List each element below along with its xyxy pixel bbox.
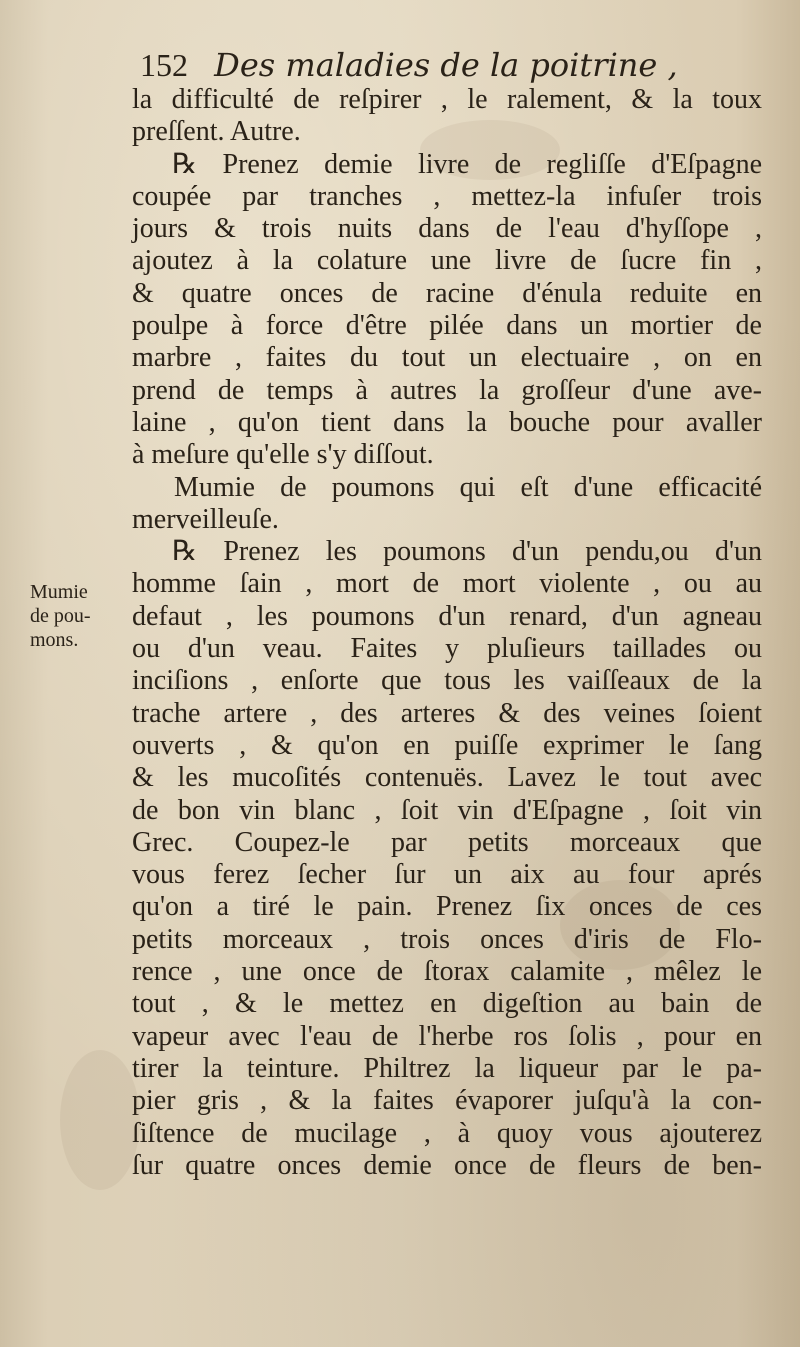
- running-title: Des maladies de la poitrine ,: [214, 46, 678, 84]
- text-line: ou d'un veau. Faites y pluſieurs taillades ou: [132, 633, 762, 665]
- page-number: 152: [140, 47, 188, 83]
- body-text: [132, 84, 762, 1182]
- text-line: homme ſain , mort de mort violente , ou au: [132, 568, 762, 600]
- text-line: Grec. Coupez-le par petits morceaux que: [132, 826, 762, 858]
- text-line: vapeur avec l'eau de l'herbe ros ſolis , pour en: [132, 1020, 762, 1052]
- recipe-line: ℞ Prenez demie livre de regliſſe d'Eſpagne: [172, 148, 762, 180]
- text-line: preſſent. Autre.: [132, 116, 301, 148]
- text-line: tirer la teinture. Philtrez la liqueur par le pa-: [132, 1052, 762, 1084]
- paper-stain: [60, 1050, 140, 1190]
- text-line: ſur quatre onces demie once de fleurs de ben-: [132, 1149, 762, 1181]
- text-line: vous ferez ſecher ſur un aix au four aprés: [132, 859, 762, 891]
- margin-note-line: Mumie: [30, 581, 88, 603]
- text-line: defaut , les poumons d'un renard, d'un agneau: [132, 600, 762, 632]
- text-line: laine , qu'on tient dans la bouche pour avaller: [132, 406, 762, 438]
- text-line: tout , & le mettez en digeſtion au bain de: [132, 988, 762, 1020]
- text-line: ajoutez à la colature une livre de ſucre fin ,: [132, 245, 762, 277]
- text-line: de bon vin blanc , ſoit vin d'Eſpagne , ſoit vin: [132, 794, 762, 826]
- text-line: ouverts , & qu'on en puiſſe exprimer le ſang: [132, 729, 762, 761]
- text-line: ſiſtence de mucilage , à quoy vous ajouterez: [132, 1117, 762, 1149]
- text-line: coupée par tranches , mettez-la infuſer trois: [132, 180, 762, 212]
- text-line: inciſions , enſorte que tous les vaiſſeaux de la: [132, 665, 762, 697]
- text-line: marbre , faites du tout un electuaire , on en: [132, 342, 762, 374]
- margin-note-line: de pou-: [30, 605, 91, 627]
- text-line: & les mucoſités contenuës. Lavez le tout avec: [132, 762, 762, 794]
- page-header: [140, 42, 740, 88]
- text-line: qu'on a tiré le pain. Prenez ſix onces de ces: [132, 891, 762, 923]
- text-line: trache artere , des arteres & des veines ſoient: [132, 697, 762, 729]
- text-line: petits morceaux , trois onces d'iris de Flo-: [132, 923, 762, 955]
- margin-note: [30, 580, 126, 652]
- text-line: poulpe à force d'être pilée dans un mortier de: [132, 310, 762, 342]
- section-heading: merveilleuſe.: [132, 503, 279, 535]
- text-line: à meſure qu'elle s'y diſſout.: [132, 439, 434, 471]
- text-line: la difficulté de reſpirer , le ralement, & la toux: [132, 84, 762, 115]
- margin-note-line: mons.: [30, 629, 79, 651]
- section-heading: Mumie de poumons qui eſt d'une efficacité: [174, 471, 762, 503]
- text-line: pier gris , & la faites évaporer juſqu'à la con-: [132, 1085, 762, 1117]
- text-line: rence , une once de ſtorax calamite , mêlez le: [132, 956, 762, 988]
- recipe-line: ℞ Prenez les poumons d'un pendu,ou d'un: [172, 536, 762, 568]
- text-line: prend de temps à autres la groſſeur d'une ave-: [132, 374, 762, 406]
- text-line: jours & trois nuits dans de l'eau d'hyſſope ,: [132, 213, 762, 245]
- text-line: & quatre onces de racine d'énula reduite en: [132, 277, 762, 309]
